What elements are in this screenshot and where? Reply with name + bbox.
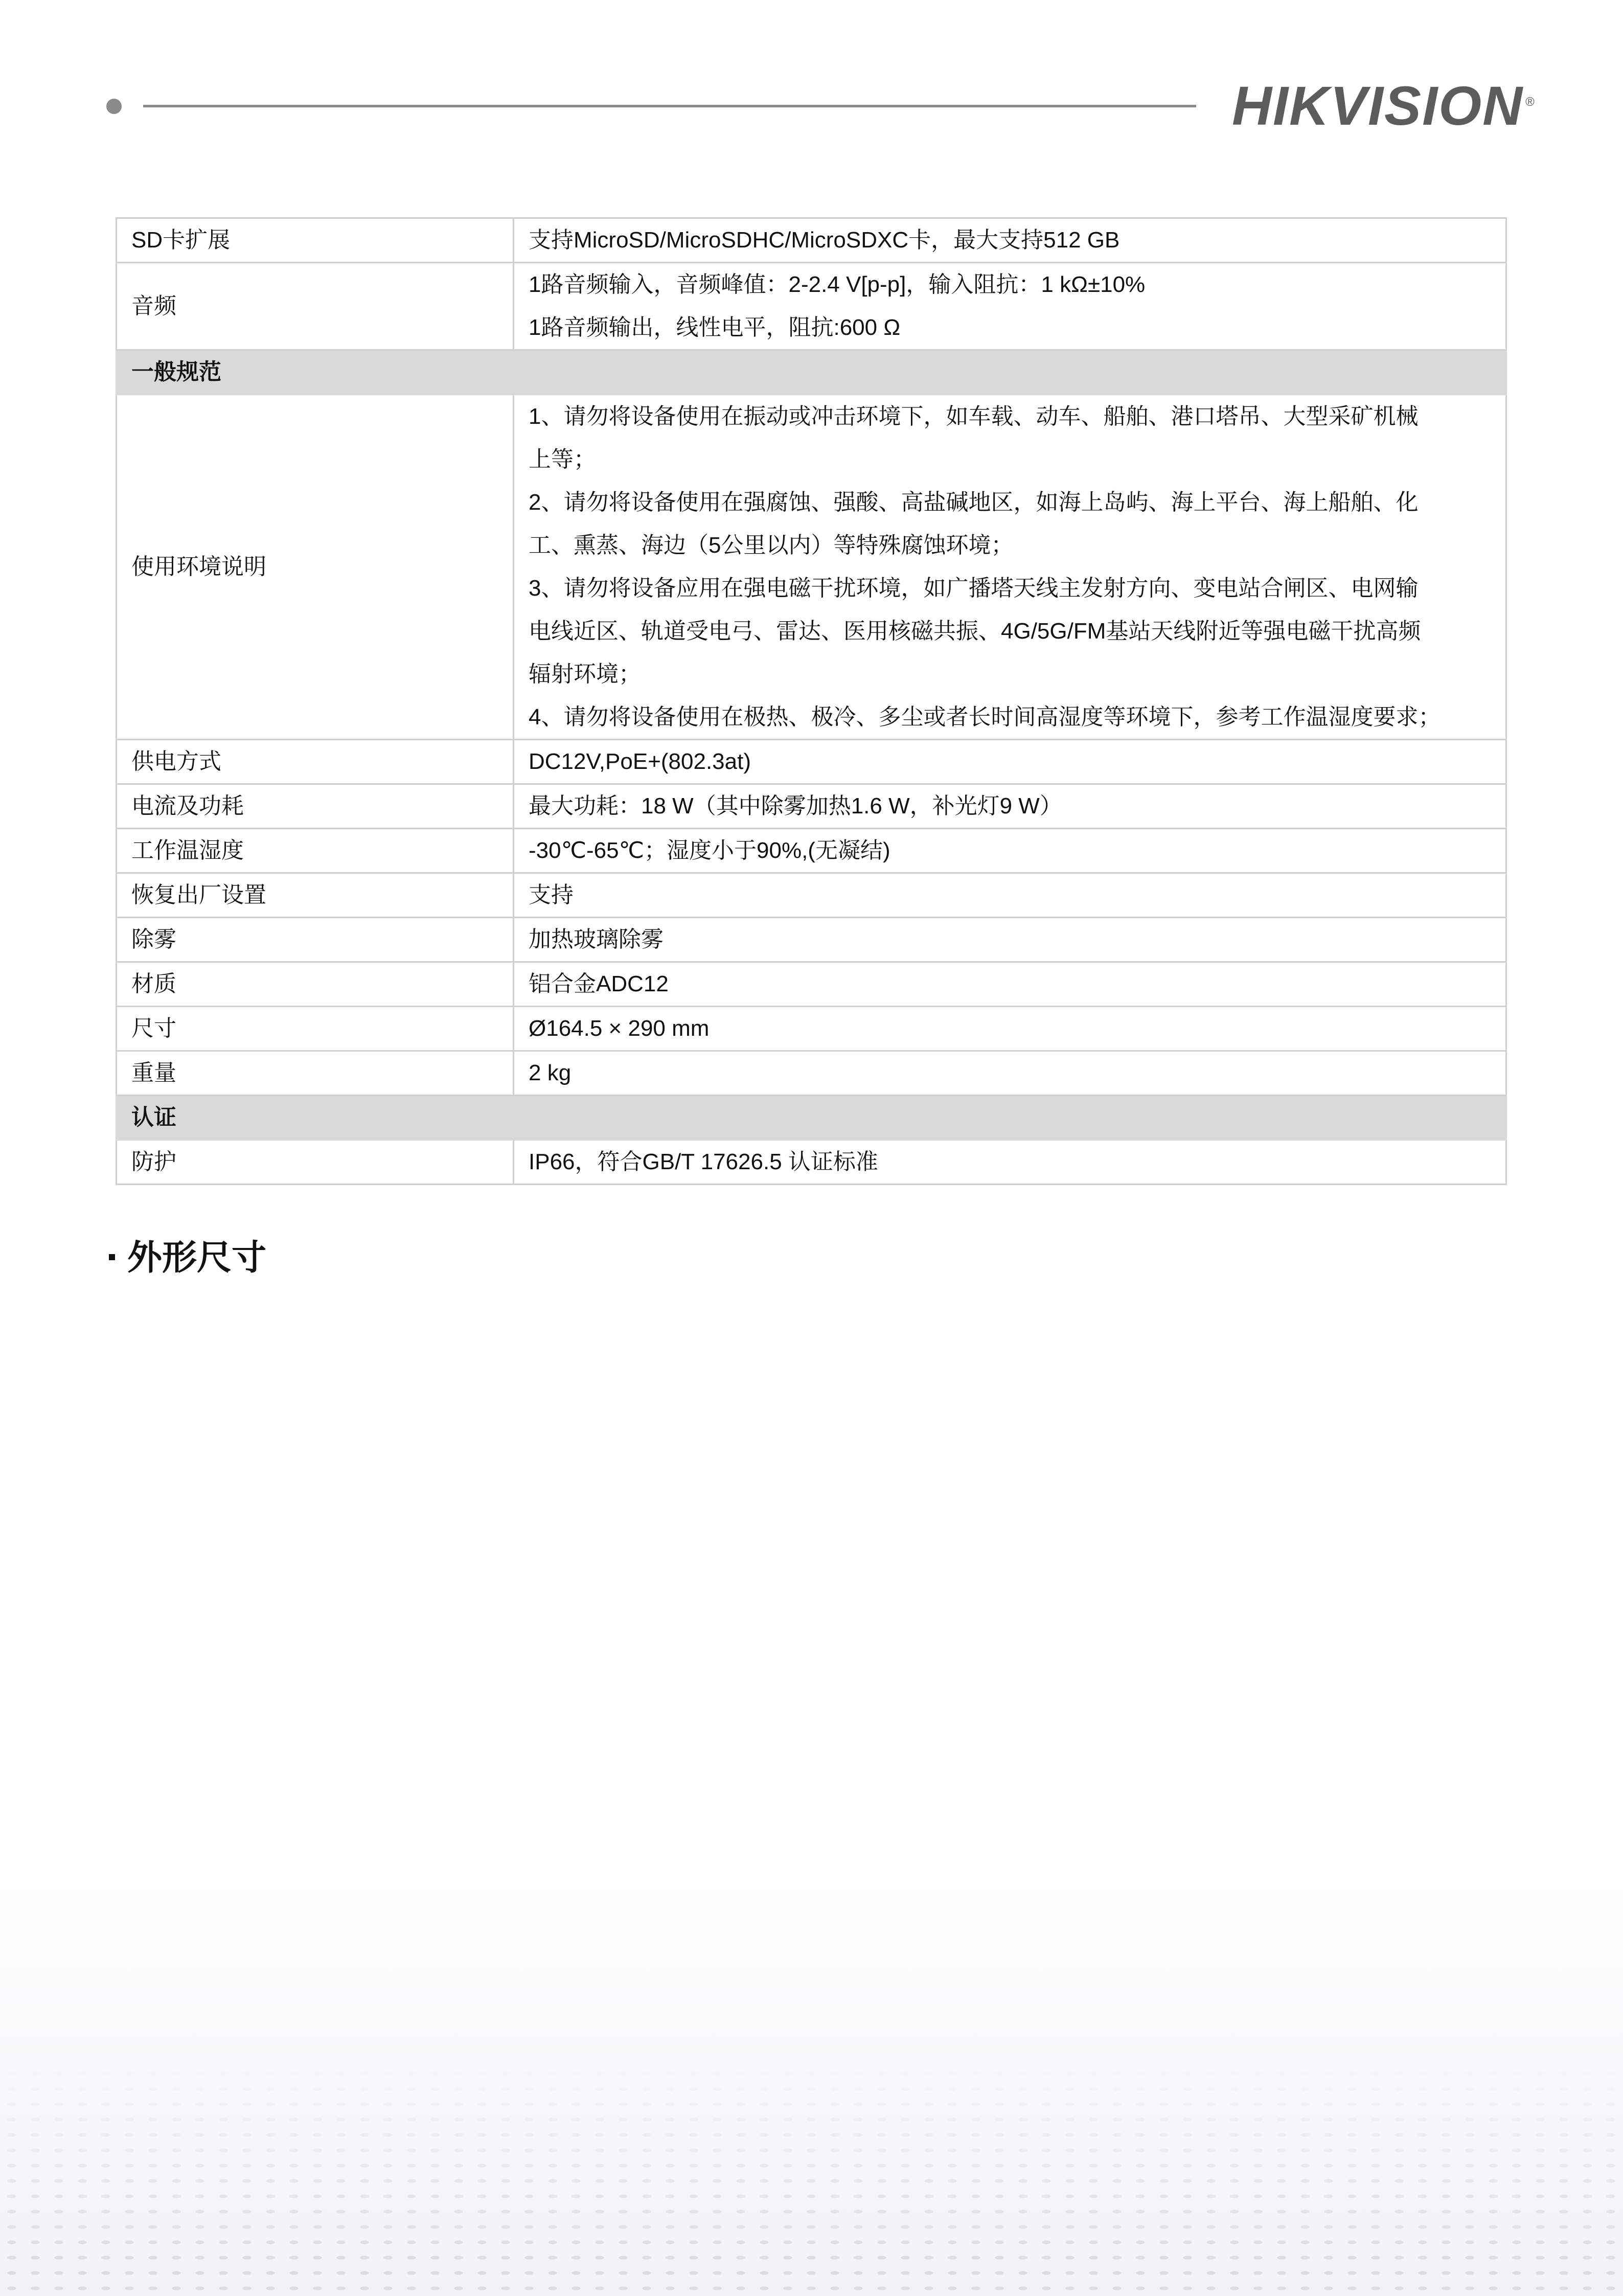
section-header-general (117, 350, 1506, 395)
spec-label: 除雾 (117, 918, 514, 962)
table-row (117, 829, 1506, 873)
table-row (117, 263, 1506, 350)
spec-label: 恢复出厂设置 (117, 873, 514, 918)
spec-label: 音频 (117, 263, 514, 350)
spec-value: 支持MicroSD/MicroSDHC/MicroSDXC卡，最大支持512 GB (514, 218, 1506, 263)
table-row (117, 740, 1506, 784)
spec-label: 防护 (117, 1140, 514, 1185)
table-row (117, 962, 1506, 1007)
bullet-icon (109, 1254, 115, 1260)
spec-value: 1路音频输入，音频峰值：2-2.4 V[p-p]，输入阻抗：1 kΩ±10% 1路音频输出，线性电平，阻抗:600 Ω (514, 263, 1506, 350)
spec-value: DC12V,PoE+(802.3at) (514, 740, 1506, 784)
section-title: 认证 (117, 1096, 1506, 1140)
hikvision-logo: HIKVISION ® (1232, 75, 1536, 137)
spec-value: Ø164.5 × 290 mm (514, 1007, 1506, 1051)
table-row (117, 1051, 1506, 1096)
spec-label: 使用环境说明 (117, 395, 514, 740)
section-header-certification (117, 1096, 1506, 1140)
table-row (117, 784, 1506, 829)
spec-value: -30℃-65℃；湿度小于90%,(无凝结) (514, 829, 1506, 873)
table-row (117, 1140, 1506, 1185)
table-row (117, 873, 1506, 918)
spec-value: 2 kg (514, 1051, 1506, 1096)
spec-label: 尺寸 (117, 1007, 514, 1051)
spec-label: 重量 (117, 1051, 514, 1096)
table-row (117, 218, 1506, 263)
spec-table (116, 217, 1507, 1185)
spec-value: 铝合金ADC12 (514, 962, 1506, 1007)
spec-label: SD卡扩展 (117, 218, 514, 263)
table-row-environment (117, 395, 1506, 740)
spec-label: 工作温湿度 (117, 829, 514, 873)
header-dot (106, 99, 122, 114)
spec-value: 加热玻璃除雾 (514, 918, 1506, 962)
spec-value: IP66，符合GB/T 17626.5 认证标准 (514, 1140, 1506, 1185)
table-row (117, 1007, 1506, 1051)
spec-value: 支持 (514, 873, 1506, 918)
section-title: 一般规范 (117, 350, 1506, 395)
dimensions-heading: 外形尺寸 (109, 1232, 266, 1283)
spec-value: 1、请勿将设备使用在振动或冲击环境下，如车载、动车、船舶、港口塔吊、大型采矿机械 上等； 2、请勿将设备使用在强腐蚀、强酸、高盐碱地区，如海上岛屿、海上平台、海上船舶、化 工、熏蒸、海边（5公里以内）等特殊腐蚀环境； 3、请勿将设备应用在强电磁干扰环境，如广播塔天线主发射方向、变电站合闸区、电网输 电线近区、轨道受电弓、雷达、医用核磁共振、4G/5G/FM基站天线附近等强电磁干扰高频 辐射环境； 4、请勿将设备使用在极热、极冷、多尘或者长时间高湿度等环境下，参考工作温湿度要求； (514, 395, 1506, 740)
table-row (117, 918, 1506, 962)
spec-value: 最大功耗：18 W（其中除雾加热1.6 W，补光灯9 W） (514, 784, 1506, 829)
spec-label: 材质 (117, 962, 514, 1007)
background-dot-pattern (0, 2051, 1623, 2296)
spec-label: 供电方式 (117, 740, 514, 784)
spec-label: 电流及功耗 (117, 784, 514, 829)
header-rule (143, 105, 1196, 107)
